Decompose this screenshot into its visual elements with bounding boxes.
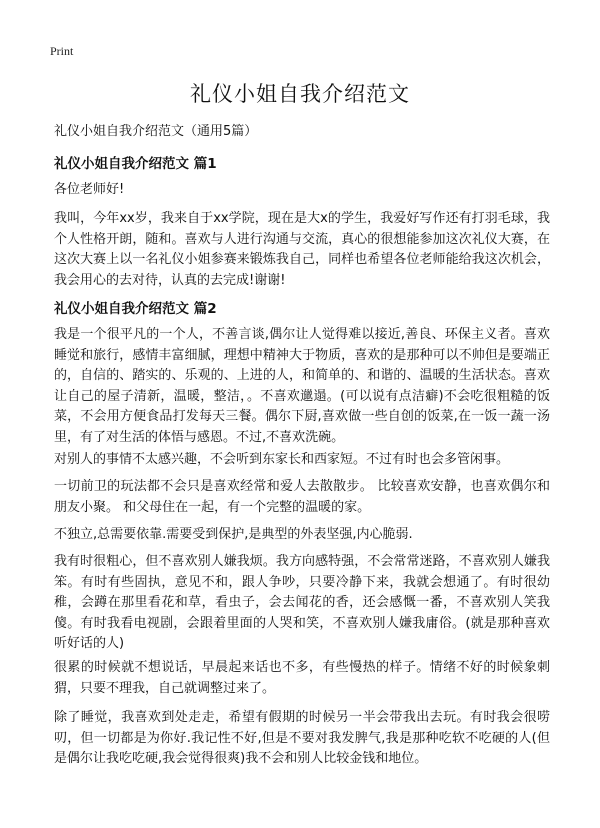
section-1-paragraph-1: 各位老师好! (54, 182, 125, 197)
section-heading-1: 礼仪小姐自我介绍范文 篇1 (54, 156, 217, 172)
print-label: Print (50, 44, 74, 58)
section-2-paragraph-7: 除了睡觉，我喜欢到处走走，希望有假期的时候另一半会带我出去玩。有时我会很唠叨，但一切都是为你好.我记性不好,但是不要对我发脾气,我是那种吃软不吃硬的人(但是偶尔让我吃吃硬,我会觉得很爽)我不会和别人比较金钱和地位。 (54, 710, 550, 766)
section-2-paragraph-3: 一切前卫的玩法都不会只是喜欢经常和爱人去散散步。 比较喜欢安静，也喜欢偶尔和朋友小聚。 和父母住在一起，有一个完整的温暖的家。 (54, 479, 550, 515)
document-title: 礼仪小姐自我介绍范文 (190, 82, 410, 106)
section-heading-2: 礼仪小姐自我介绍范文 篇2 (54, 301, 217, 317)
section-2-paragraph-2: 对别人的事情不太感兴趣，不会听到东家长和西家短。不过有时也会多管闲事。 (54, 452, 510, 467)
document-subtitle: 礼仪小姐自我介绍范文（通用5篇） (54, 124, 258, 139)
section-2-paragraph-1: 我是一个很平凡的一个人，不善言谈,偶尔让人觉得难以接近,善良、环保主义者。喜欢睡觉和旅行，感情丰富细腻，理想中精神大于物质，喜欢的是那种可以不帅但是要端正的，自信的、踏实的、乐观的、上进的人，和简单的、和谐的、温暖的生活状态。喜欢让自己的屋子清新，温暖，整洁，。不喜欢邋遢。(可以说有点洁癖)不会吃很粗糙的饭菜，不会用方便食品打发每天三餐。偶尔下厨,喜欢做一些自创的饭菜,在一饭一蔬一汤里，有了对生活的体悟与感恩。不过,不喜欢洗碗。 (54, 327, 550, 445)
section-2-paragraph-5: 我有时很粗心，但不喜欢别人嫌我烦。我方向感特强，不会常常迷路，不喜欢别人嫌我笨。有时有些固执，意见不和，跟人争吵，只要冷静下来，我就会想通了。有时很幼稚，会蹲在那里看花和草，看虫子，会去闻花的香，还会感慨一番，不喜欢别人笑我傻。有时我看电视剧，会跟着里面的人哭和笑，不喜欢别人嫌我庸俗。(就是那种喜欢听好话的人) (54, 554, 550, 651)
section-2-paragraph-6: 很累的时候就不想说话，早晨起来话也不多，有些慢热的样子。情绪不好的时候象刺猬，只要不理我，自己就调整过来了。 (54, 660, 550, 696)
section-2-paragraph-4: 不独立,总需要依靠.需要受到保护,是典型的外表坚强,内心脆弱. (54, 527, 413, 542)
section-1-paragraph-2: 我叫，今年xx岁，我来自于xx学院，现在是大x的学生，我爱好写作还有打羽毛球，我个人性格开朗，随和。喜欢与人进行沟通与交流，真心的很想能参加这次礼仪大赛，在这次大赛上以一名礼仪小姐参赛来锻炼我自己，同样也希望各位老师能给我这次机会，我会用心的去对待，认真的去完成!谢谢! (54, 211, 550, 288)
